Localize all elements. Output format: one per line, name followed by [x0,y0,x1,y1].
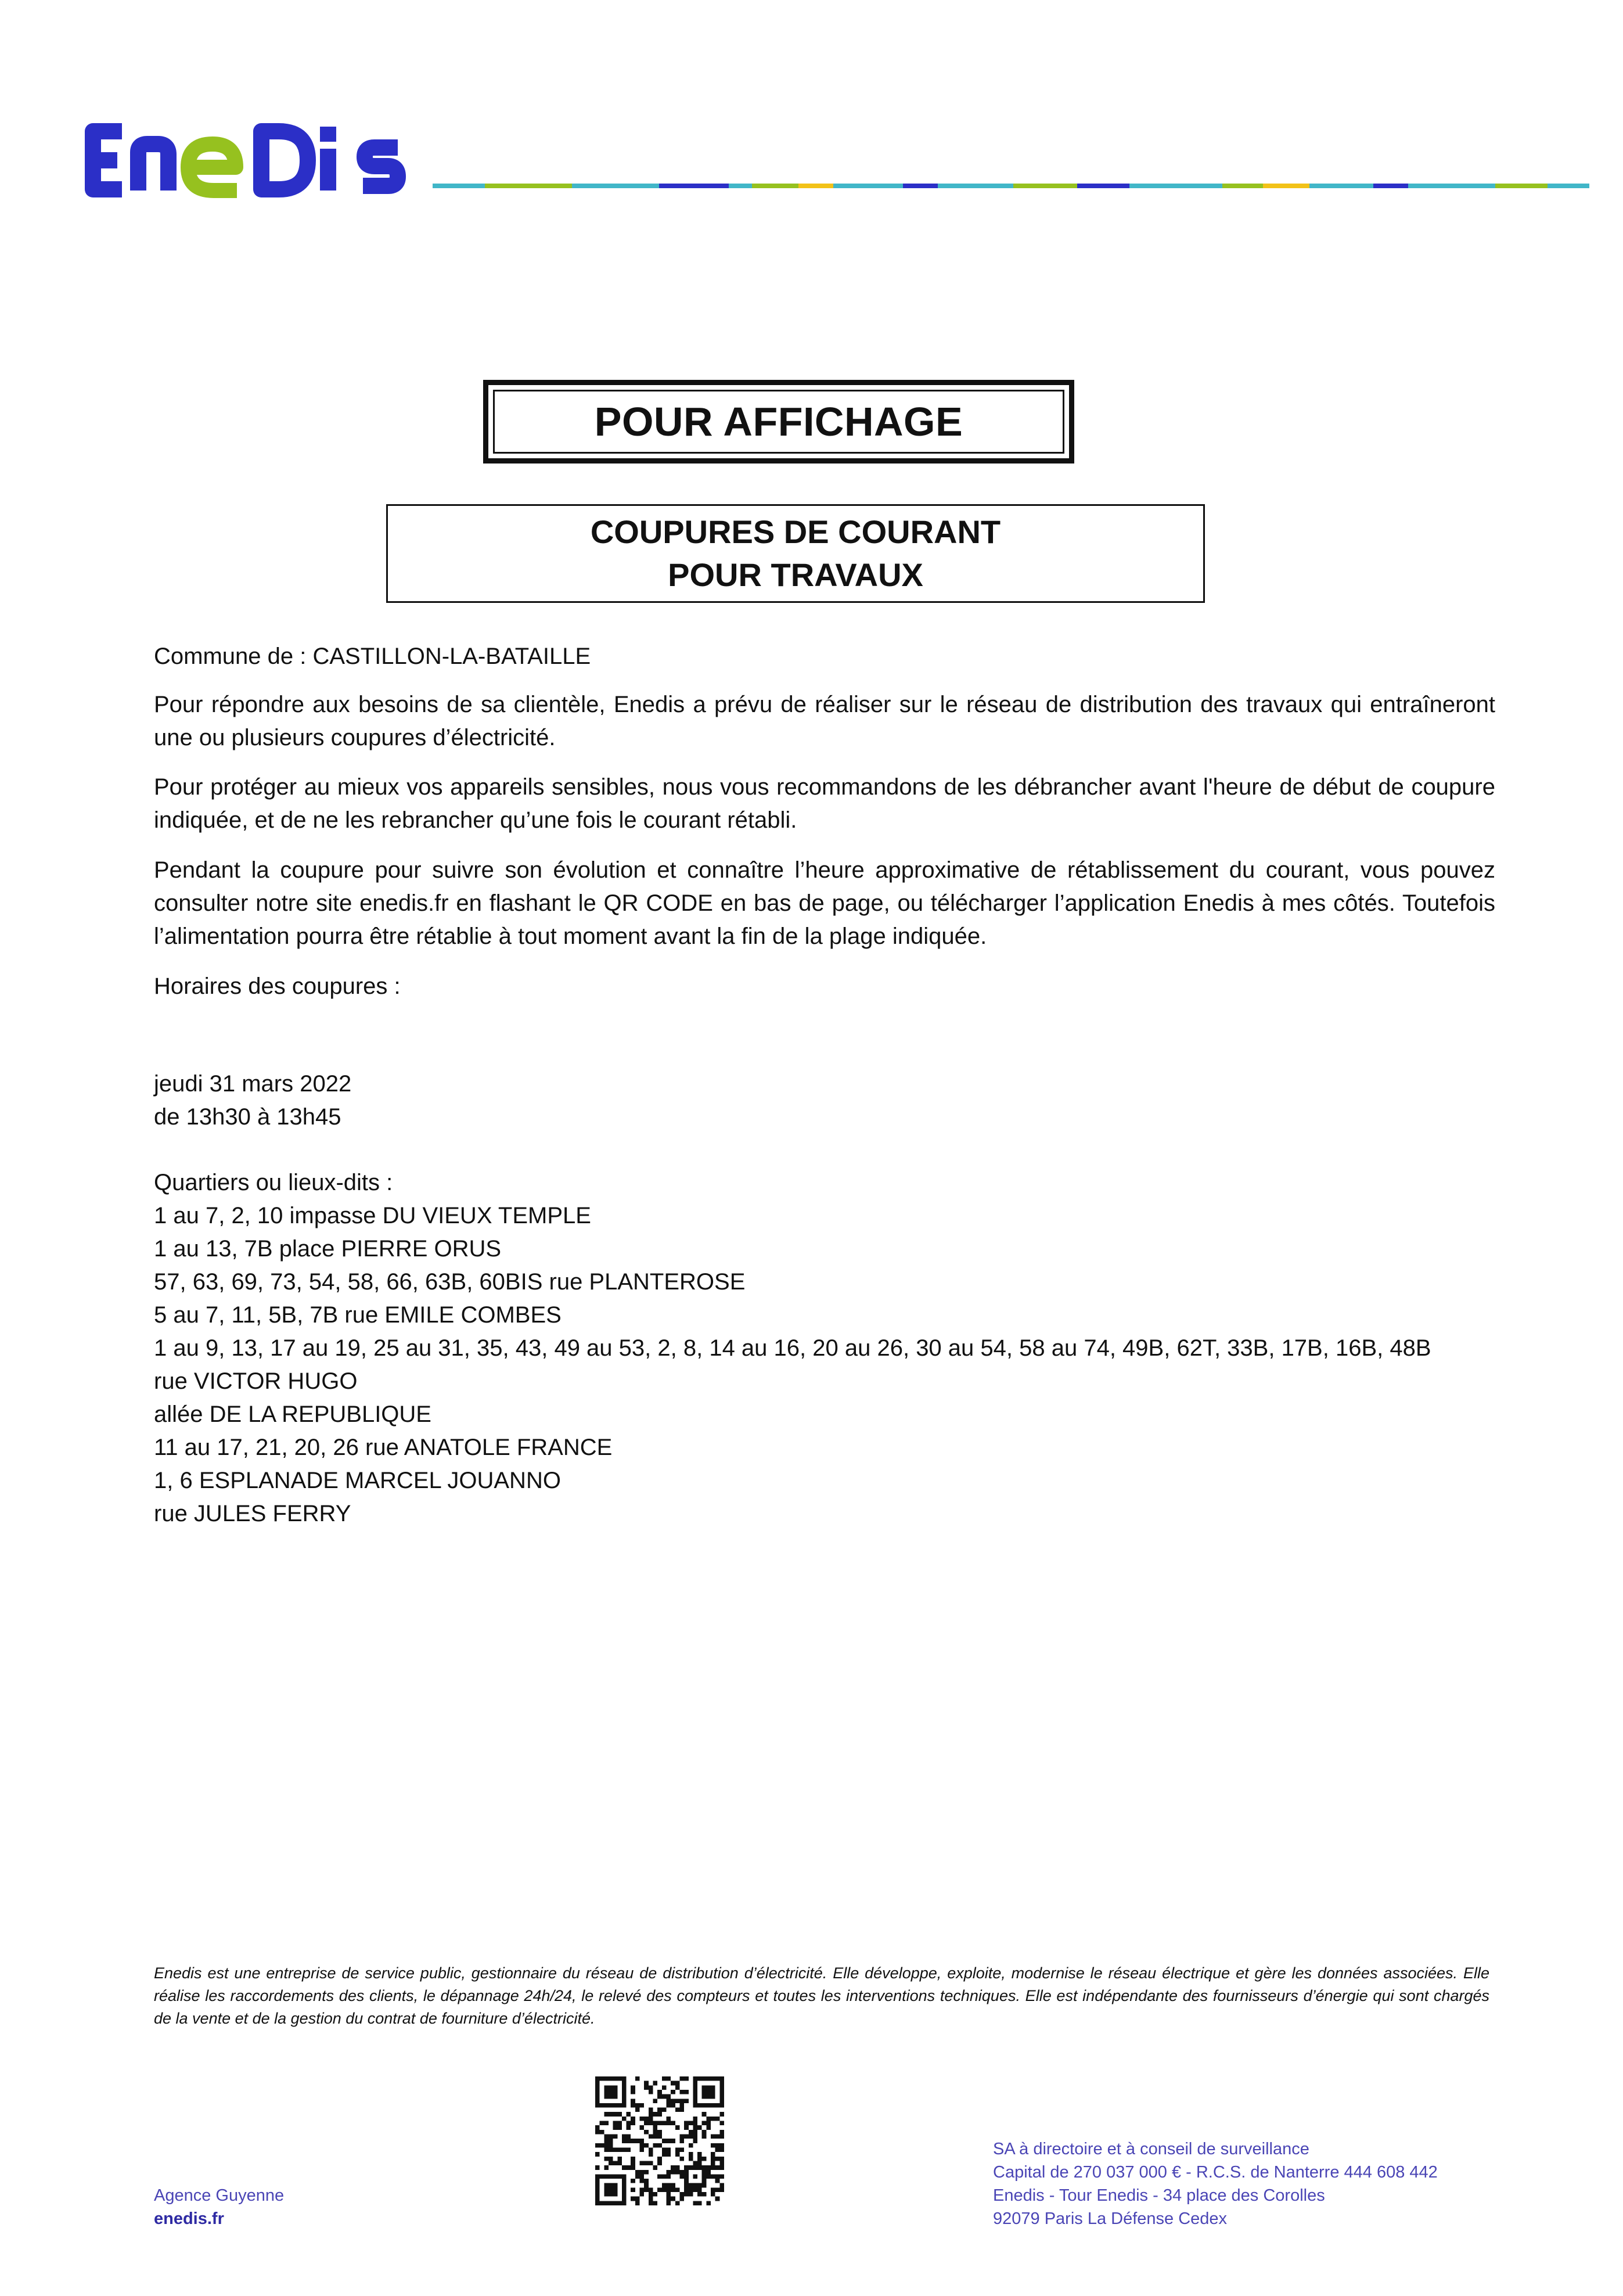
outage-info-paragraph: Pendant la coupure pour suivre son évolution et connaître l’heure approximative de rétablissement du courant, vous pouvez consulter notre site enedis.fr en flashant le QR CODE en bas de page, ou télécharger l’application Enedis à mes côtés. Toutefois l’alimentation pourra être rétablie à tout moment avant la fin de la plage indiquée. [154,857,1495,949]
subtitle-box [386,504,1205,603]
brand-color-rule [433,184,1589,188]
list-item: rue JULES FERRY [154,1501,351,1526]
list-item: 1, 6 ESPLANADE MARCEL JOUANNO [154,1468,561,1493]
subtitle-line-1: COUPURES DE COURANT [590,513,1001,550]
corporate-info [993,2137,1438,2230]
corp-line-3: Enedis - Tour Enedis - 34 place des Corolles [993,2186,1325,2205]
advice-paragraph: Pour protéger au mieux vos appareils sensibles, nous vous recommandons de les débrancher avant l'heure de début de coupure indiquée, et de ne les rebrancher qu’une fois le courant rétabli. [154,774,1495,833]
places-list [154,1199,1495,1530]
enedis-logo [81,114,430,207]
website-link[interactable]: enedis.fr [154,2209,224,2228]
outage-time: de 13h30 à 13h45 [154,1104,341,1130]
list-item: 5 au 7, 11, 5B, 7B rue EMILE COMBES [154,1302,562,1328]
outage-date: jeudi 31 mars 2022 [154,1071,352,1097]
corp-line-2: Capital de 270 037 000 € - R.C.S. de Nanterre 444 608 442 [993,2163,1438,2182]
agency-block [154,2184,284,2230]
corp-line-1: SA à directoire et à conseil de surveillance [993,2140,1309,2158]
list-item: 57, 63, 69, 73, 54, 58, 66, 63B, 60BIS rue PLANTEROSE [154,1269,746,1295]
list-item: 1 au 9, 13, 17 au 19, 25 au 31, 35, 43, 49 au 53, 2, 8, 14 au 16, 20 au 26, 30 au 54, 58 au 74, 49B, 62T, 33B, 17B, 16B, 48B [154,1335,1431,1361]
schedule-label: Horaires des coupures : [154,973,401,999]
intro-paragraph: Pour répondre aux besoins de sa clientèle, Enedis a prévu de réaliser sur le réseau de distribution des travaux qui entraîneront une ou plusieurs coupures d’électricité. [154,692,1495,750]
list-item: 11 au 17, 21, 20, 26 rue ANATOLE FRANCE [154,1435,613,1460]
commune-line: Commune de : CASTILLON-LA-BATAILLE [154,644,591,669]
agency-name: Agence Guyenne [154,2186,285,2205]
list-item: allée DE LA REPUBLIQUE [154,1402,431,1427]
legal-notice: Enedis est une entreprise de service public, gestionnaire du réseau de distribution d’électricité. Elle développe, exploite, modernise le réseau électrique et gère les données associées. Elle réalise les raccordements des clients, le dépannage 24h/24, le relevé des compteurs et toutes les interventions techniques. Elle est indépendante des fournisseurs d’énergie qui sont chargés de la vente et de la gestion du contrat de fourniture d’électricité. [154,1964,1489,2027]
places-label: Quartiers ou lieux-dits : [154,1170,393,1195]
subtitle-line-2: POUR TRAVAUX [668,556,923,593]
banner-title: POUR AFFICHAGE [594,399,963,444]
list-item: rue VICTOR HUGO [154,1368,358,1394]
list-item: 1 au 7, 2, 10 impasse DU VIEUX TEMPLE [154,1203,591,1228]
qr-code[interactable] [595,2076,724,2205]
corp-line-4: 92079 Paris La Défense Cedex [993,2209,1228,2228]
banner-inner-border [493,390,1064,454]
list-item: 1 au 13, 7B place PIERRE ORUS [154,1236,502,1262]
banner-box [483,380,1074,463]
